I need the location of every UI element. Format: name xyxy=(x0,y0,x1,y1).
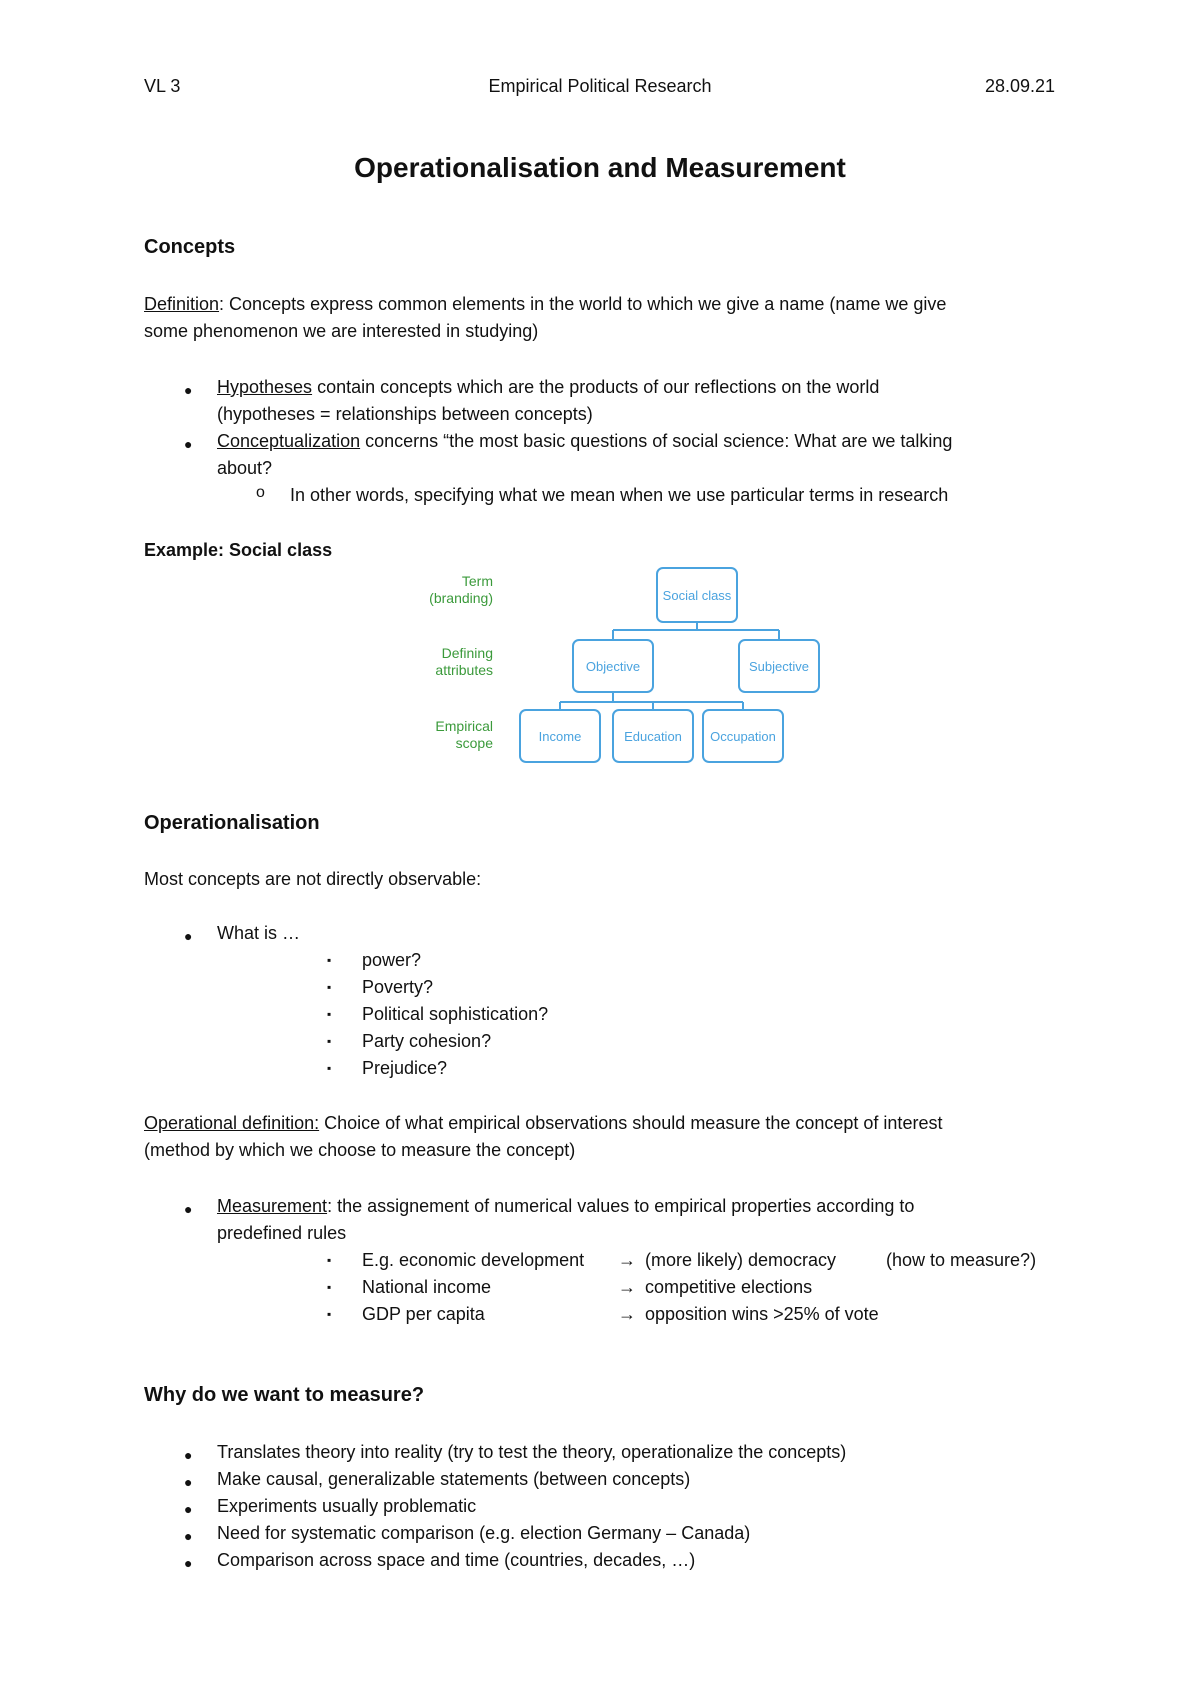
operational-definition-text: Choice of what empirical observations should measure the concept of interest xyxy=(319,1113,943,1133)
conceptualization-text: concerns “the most basic questions of social science: What are we talking xyxy=(360,431,953,451)
example-right-2: opposition wins >25% of vote xyxy=(645,1304,879,1324)
measurement-label: Measurement xyxy=(217,1196,328,1216)
bullet-icon: ● xyxy=(184,1555,193,1571)
why-item-2: Experiments usually problematic xyxy=(217,1496,477,1516)
example-right-1: competitive elections xyxy=(645,1277,813,1297)
example-left-0: E.g. economic development xyxy=(362,1250,585,1270)
square-bullet-icon: ▪ xyxy=(327,1061,332,1075)
circle-bullet-icon: o xyxy=(256,484,265,501)
item-party-cohesion: Party cohesion? xyxy=(362,1031,492,1051)
what-is-text: What is … xyxy=(217,923,301,943)
bullet-icon: ● xyxy=(184,928,193,944)
bullet-icon: ● xyxy=(184,1201,193,1217)
square-bullet-icon: ▪ xyxy=(327,1253,332,1267)
operational-definition-label: Operational definition: xyxy=(144,1113,320,1133)
hypotheses-bullet xyxy=(217,374,879,401)
square-bullet-icon: ▪ xyxy=(327,1034,332,1048)
square-bullet-icon: ▪ xyxy=(327,980,332,994)
measurement-line-1 xyxy=(217,1193,914,1220)
node-label-education: Education xyxy=(624,729,682,744)
bullet-icon: ● xyxy=(184,1528,193,1544)
header-right: 28.09.21 xyxy=(985,76,1056,96)
node-label-occupation: Occupation xyxy=(710,729,776,744)
bullet-icon: ● xyxy=(184,436,193,452)
level-branding: (branding) xyxy=(429,590,493,606)
why-item-0: Translates theory into reality (try to test the theory, operationalize the concepts) xyxy=(217,1442,847,1462)
operationalisation-heading: Operationalisation xyxy=(144,812,320,834)
level-term: Term xyxy=(461,573,493,589)
measurement-text: : the assignement of numerical values to empirical properties according to xyxy=(327,1196,915,1216)
arrow-right-icon: → xyxy=(618,1250,636,1270)
operational-definition-line-2: (method by which we choose to measure the concept) xyxy=(144,1140,576,1160)
hypotheses-text-2: (hypotheses = relationships between concepts) xyxy=(217,404,593,424)
why-heading: Why do we want to measure? xyxy=(144,1384,425,1406)
operational-definition-line-1 xyxy=(144,1110,942,1137)
conceptualization-text-2: about? xyxy=(217,458,273,478)
measurement-line-2: predefined rules xyxy=(217,1223,347,1243)
example-left-2: GDP per capita xyxy=(362,1304,485,1324)
level-defining: Defining xyxy=(441,645,493,661)
item-poverty: Poverty? xyxy=(362,977,434,997)
node-label-social-class: Social class xyxy=(662,588,732,603)
bullet-icon: ● xyxy=(184,1474,193,1490)
social-class-diagram xyxy=(400,540,840,790)
level-empirical: Empirical xyxy=(435,718,493,734)
level-scope: scope xyxy=(455,735,493,751)
sub-bullet-text: In other words, specifying what we mean when we use particular terms in research xyxy=(290,485,949,505)
why-item-3: Need for systematic comparison (e.g. election Germany – Canada) xyxy=(217,1523,751,1543)
why-item-1: Make causal, generalizable statements (between concepts) xyxy=(217,1469,691,1489)
definition-text: : Concepts express common elements in the world to which we give a name (name we give xyxy=(219,294,947,314)
example-left-1: National income xyxy=(362,1277,492,1297)
bullet-icon: ● xyxy=(184,1447,193,1463)
square-bullet-icon: ▪ xyxy=(327,1307,332,1321)
node-label-objective: Objective xyxy=(585,659,641,674)
arrow-right-icon: → xyxy=(618,1304,636,1324)
operationalisation-intro: Most concepts are not directly observable: xyxy=(144,869,482,889)
example-note-0: (how to measure?) xyxy=(886,1250,1037,1270)
item-power: power? xyxy=(362,950,422,970)
level-attributes: attributes xyxy=(435,662,493,678)
hypotheses-text: contain concepts which are the products of our reflections on the world xyxy=(312,377,880,397)
header-center: Empirical Political Research xyxy=(488,76,712,96)
node-label-income: Income xyxy=(538,729,582,744)
bullet-icon: ● xyxy=(184,1501,193,1517)
arrow-right-icon: → xyxy=(618,1277,636,1297)
item-political-sophistication: Political sophistication? xyxy=(362,1004,549,1024)
example-right-0: (more likely) democracy xyxy=(645,1250,837,1270)
definition-line-2: some phenomenon we are interested in studying) xyxy=(144,321,539,341)
item-prejudice: Prejudice? xyxy=(362,1058,448,1078)
page-title: Operationalisation and Measurement xyxy=(354,152,846,183)
definition-label: Definition xyxy=(144,294,220,314)
square-bullet-icon: ▪ xyxy=(327,953,332,967)
bullet-icon: ● xyxy=(184,382,193,398)
node-label-subjective: Subjective xyxy=(749,659,809,674)
example-label: Example: Social class xyxy=(144,540,333,560)
hypotheses-term: Hypotheses xyxy=(217,377,313,397)
concepts-heading: Concepts xyxy=(144,236,236,258)
conceptualization-term: Conceptualization xyxy=(217,431,361,451)
conceptualization-bullet xyxy=(217,428,952,455)
square-bullet-icon: ▪ xyxy=(327,1280,332,1294)
square-bullet-icon: ▪ xyxy=(327,1007,332,1021)
header-left: VL 3 xyxy=(144,76,181,96)
definition-line-1 xyxy=(144,291,946,318)
why-item-4: Comparison across space and time (countries, decades, …) xyxy=(217,1550,696,1570)
